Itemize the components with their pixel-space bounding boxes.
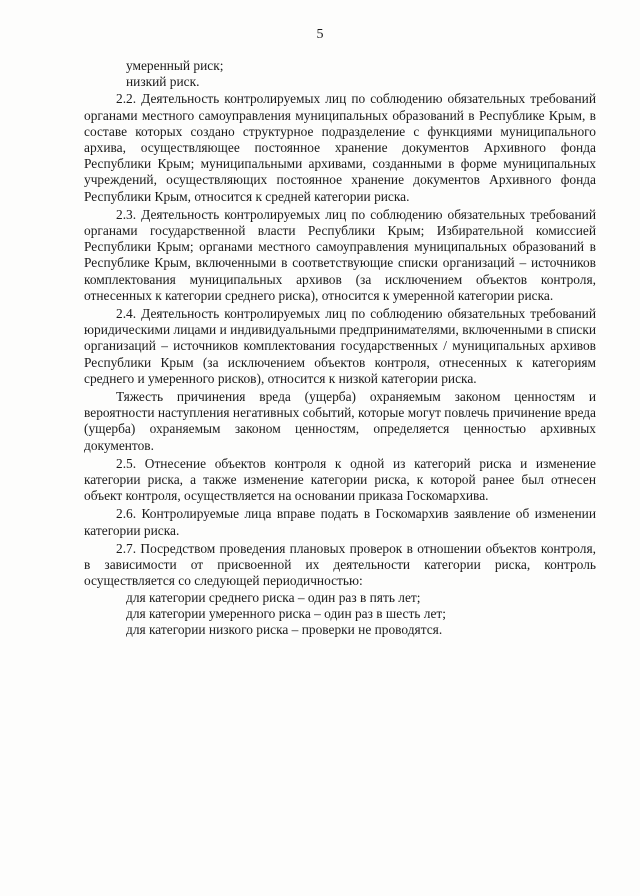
paragraph-severity: Тяжесть причинения вреда (ущерба) охраняемым законом ценностям и вероятности наступления негативных событий, которые могут повлечь причинение вреда (ущерба) охраняемым законом ценностям, определяется ценностью архивных документов. xyxy=(84,389,596,453)
list-item: для категории умеренного риска – один раз в шесть лет; xyxy=(126,605,446,621)
document-body xyxy=(84,58,596,638)
paragraph-2-5: 2.5. Отнесение объектов контроля к одной из категорий риска и изменение категории риска, а также изменение категории риска, к которой ранее был отнесен объект контроля, осуществляется на основании приказа Госкомархива. xyxy=(84,455,596,504)
list-item: для категории низкого риска – проверки не проводятся. xyxy=(126,621,443,637)
paragraph-2-2: 2.2. Деятельность контролируемых лиц по соблюдению обязательных требований органами местного самоуправления муниципальных образований в Республике Крым, в составе которых создано структурное подразделение с функциями муниципального архива, осуществляющее постоянное хранение документов Архивного фонда Республики Крым; муниципальными архивами, созданными в форме муниципальных учреждений, осуществляющих постоянное хранение документов Архивного фонда Республики Крым, относится к средней категории риска. xyxy=(84,91,596,204)
paragraph-2-6: 2.6. Контролируемые лица вправе подать в Госкомархив заявление об изменении категории риска. xyxy=(84,506,596,538)
paragraph-2-4: 2.4. Деятельность контролируемых лиц по соблюдению обязательных требований юридическими лицами и индивидуальными предпринимателями, включенными в списки организаций – источников комплектования государственных / муниципальных архивов Республики Крым (за исключением объектов контроля, отнесенных к категориям среднего и умеренного рисков), относится к низкой категории риска. xyxy=(84,306,596,386)
list-item: для категории среднего риска – один раз в пять лет; xyxy=(126,589,421,605)
list-item: умеренный риск; xyxy=(126,58,224,73)
page-number: 5 xyxy=(316,27,324,42)
paragraph-2-7: 2.7. Посредством проведения плановых проверок в отношении объектов контроля, в зависимости от присвоенной их деятельности категории риска, контроль осуществляется со следующей периодичностью: xyxy=(84,540,596,589)
list-item: низкий риск. xyxy=(126,74,200,90)
paragraph-2-3: 2.3. Деятельность контролируемых лиц по соблюдению обязательных требований органами государственной власти Республики Крым; Избирательной комиссией Республики Крым; органами местного самоуправления муниципальных образований в Республике Крым, включенными в соответствующие списки организаций – источников комплектования муниципальных архивов (за исключением объектов контроля, отнесенных к категории среднего риска), относится к умеренной категории риска. xyxy=(84,206,596,303)
